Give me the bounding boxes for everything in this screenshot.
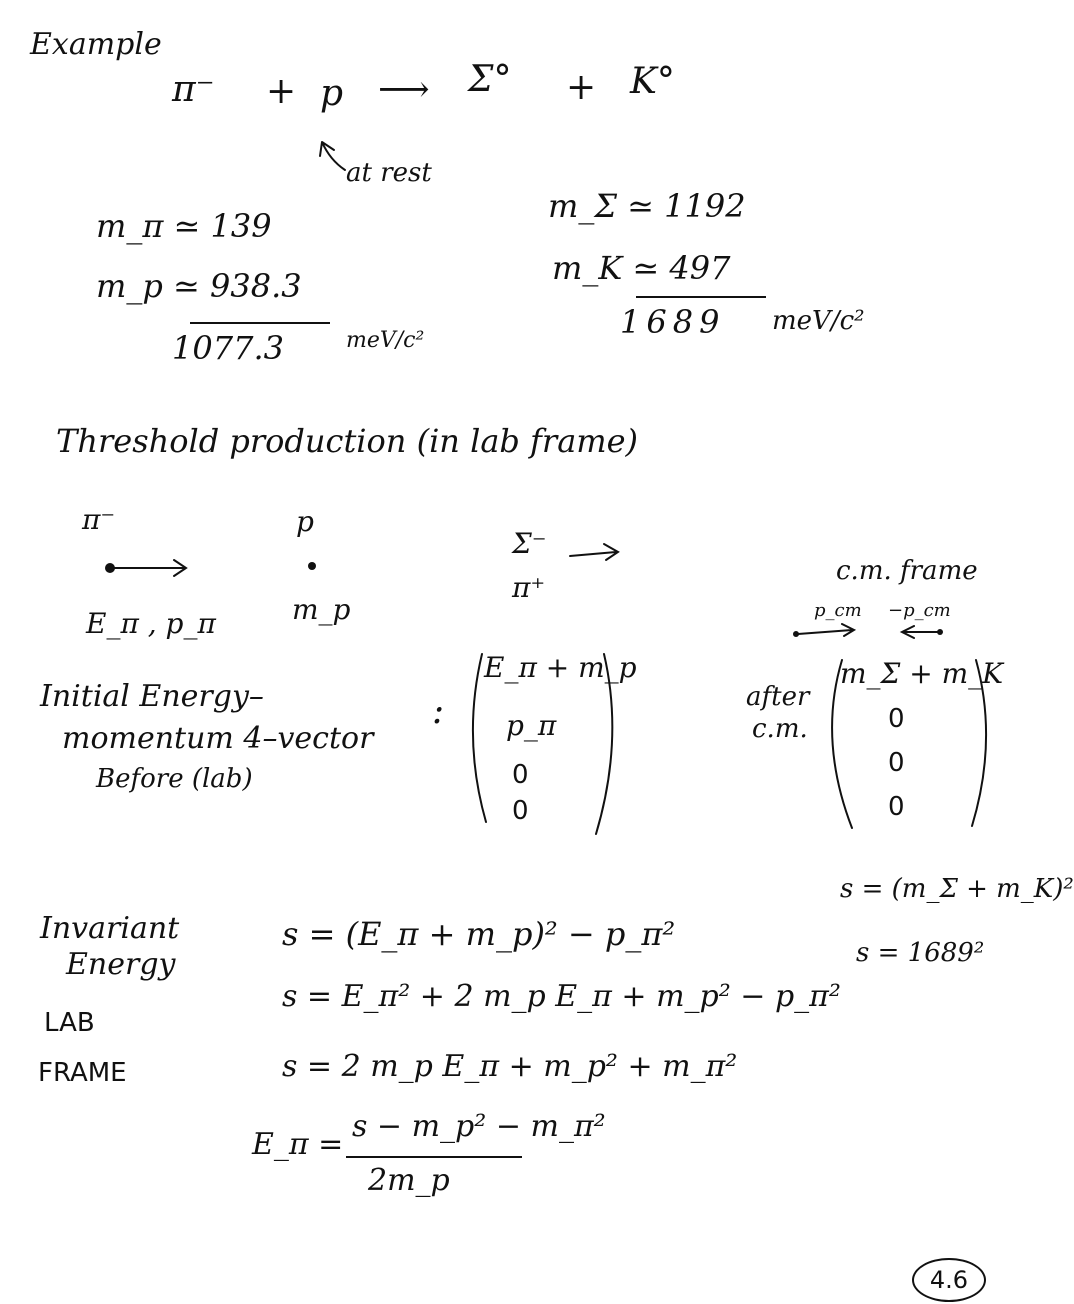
- s-cm-eq1: s = (m_Σ + m_K)²: [840, 874, 1074, 904]
- cm-frame-title: c.m. frame: [836, 556, 978, 586]
- mass-sum-left: 1077.3: [172, 329, 284, 367]
- after-label: after: [746, 682, 810, 712]
- energy-label: Energy: [66, 947, 176, 982]
- at-rest-arrow: [320, 142, 345, 170]
- plus-sign: +: [266, 71, 297, 112]
- mass-proton: m_p ≃ 938.3: [96, 267, 302, 305]
- at-rest-note: at rest: [346, 158, 432, 188]
- reaction-arrow: ⟶: [378, 69, 430, 110]
- final-comp-3: 0: [888, 792, 905, 822]
- pi-quantities: E_π , p_π: [86, 607, 216, 640]
- invariant-eq2: s = E_π² + 2 m_p E_π + m_p² − p_π²: [282, 979, 841, 1014]
- final-comp-1: 0: [888, 704, 905, 734]
- final-comp-2: 0: [888, 748, 905, 778]
- initial-comp-1: p_π: [506, 709, 557, 742]
- p-cm-arrow: [798, 624, 854, 636]
- invariant-label: Invariant: [40, 911, 180, 946]
- mass-sum-right: 1689: [620, 303, 726, 341]
- minus-p-cm-label: −p_cm: [888, 600, 951, 621]
- final-comp-0: m_Σ + m_K: [840, 657, 1004, 690]
- initial-label-line1: Initial Energy–: [40, 679, 264, 714]
- pi-arrow: [110, 560, 186, 576]
- invariant-eq3: s = 2 m_p E_π + m_p² + m_π²: [282, 1049, 738, 1084]
- threshold-heading: Threshold production (in lab frame): [56, 422, 639, 460]
- cm-label: c.m.: [752, 714, 808, 744]
- cm-dot-right: [937, 629, 943, 635]
- initial-comp-3: 0: [512, 796, 529, 826]
- before-lab-label: Before (lab): [96, 764, 253, 794]
- initial-label-line2: momentum 4–vector: [62, 721, 374, 756]
- unit-left: meV/c²: [346, 328, 425, 353]
- proton-mass: m_p: [292, 593, 351, 626]
- proton-dot: [308, 562, 316, 570]
- initial-comp-2: 0: [512, 760, 529, 790]
- proton: p: [320, 73, 344, 114]
- fraction-bar: [346, 1156, 522, 1158]
- sum-line-right: [636, 296, 766, 298]
- epi-lhs: E_π =: [252, 1127, 344, 1162]
- p-cm-label: p_cm: [814, 600, 862, 621]
- pi-plus-label: π⁺: [512, 571, 546, 604]
- pi-label: π⁻: [82, 503, 116, 536]
- pi-dot: [105, 563, 115, 573]
- s-cm-eq2: s = 1689²: [856, 938, 985, 968]
- initial-comp-0: E_π + m_p: [484, 651, 637, 684]
- mass-sigma: m_Σ ≃ 1192: [548, 187, 746, 225]
- proton-label: p: [296, 505, 314, 538]
- unit-right: meV/c²: [772, 306, 865, 336]
- invariant-eq1: s = (E_π + m_p)² − p_π²: [282, 915, 676, 953]
- mass-kaon: m_K ≃ 497: [552, 249, 731, 287]
- mass-pi: m_π ≃ 139: [96, 207, 272, 245]
- page-number-badge: 4.6: [912, 1258, 986, 1302]
- sigma-arrow: [570, 544, 618, 560]
- kaon-zero: K°: [630, 61, 675, 102]
- minus-p-cm-arrow: [902, 626, 938, 638]
- pi-minus: π⁻: [172, 69, 215, 110]
- epi-numerator: s − m_p² − m_π²: [352, 1109, 606, 1144]
- plus-sign-2: +: [566, 67, 597, 108]
- frame-label: FRAME: [38, 1058, 127, 1088]
- sigma-zero: Σ°: [468, 59, 512, 100]
- lab-label: LAB: [44, 1008, 95, 1038]
- page-title: Example: [30, 27, 162, 62]
- cm-dot-left: [793, 631, 799, 637]
- epi-denominator: 2m_p: [368, 1163, 450, 1198]
- equals-sign: :: [432, 691, 445, 732]
- sum-line-left: [190, 322, 330, 324]
- sigma-minus-label: Σ⁻: [512, 527, 547, 560]
